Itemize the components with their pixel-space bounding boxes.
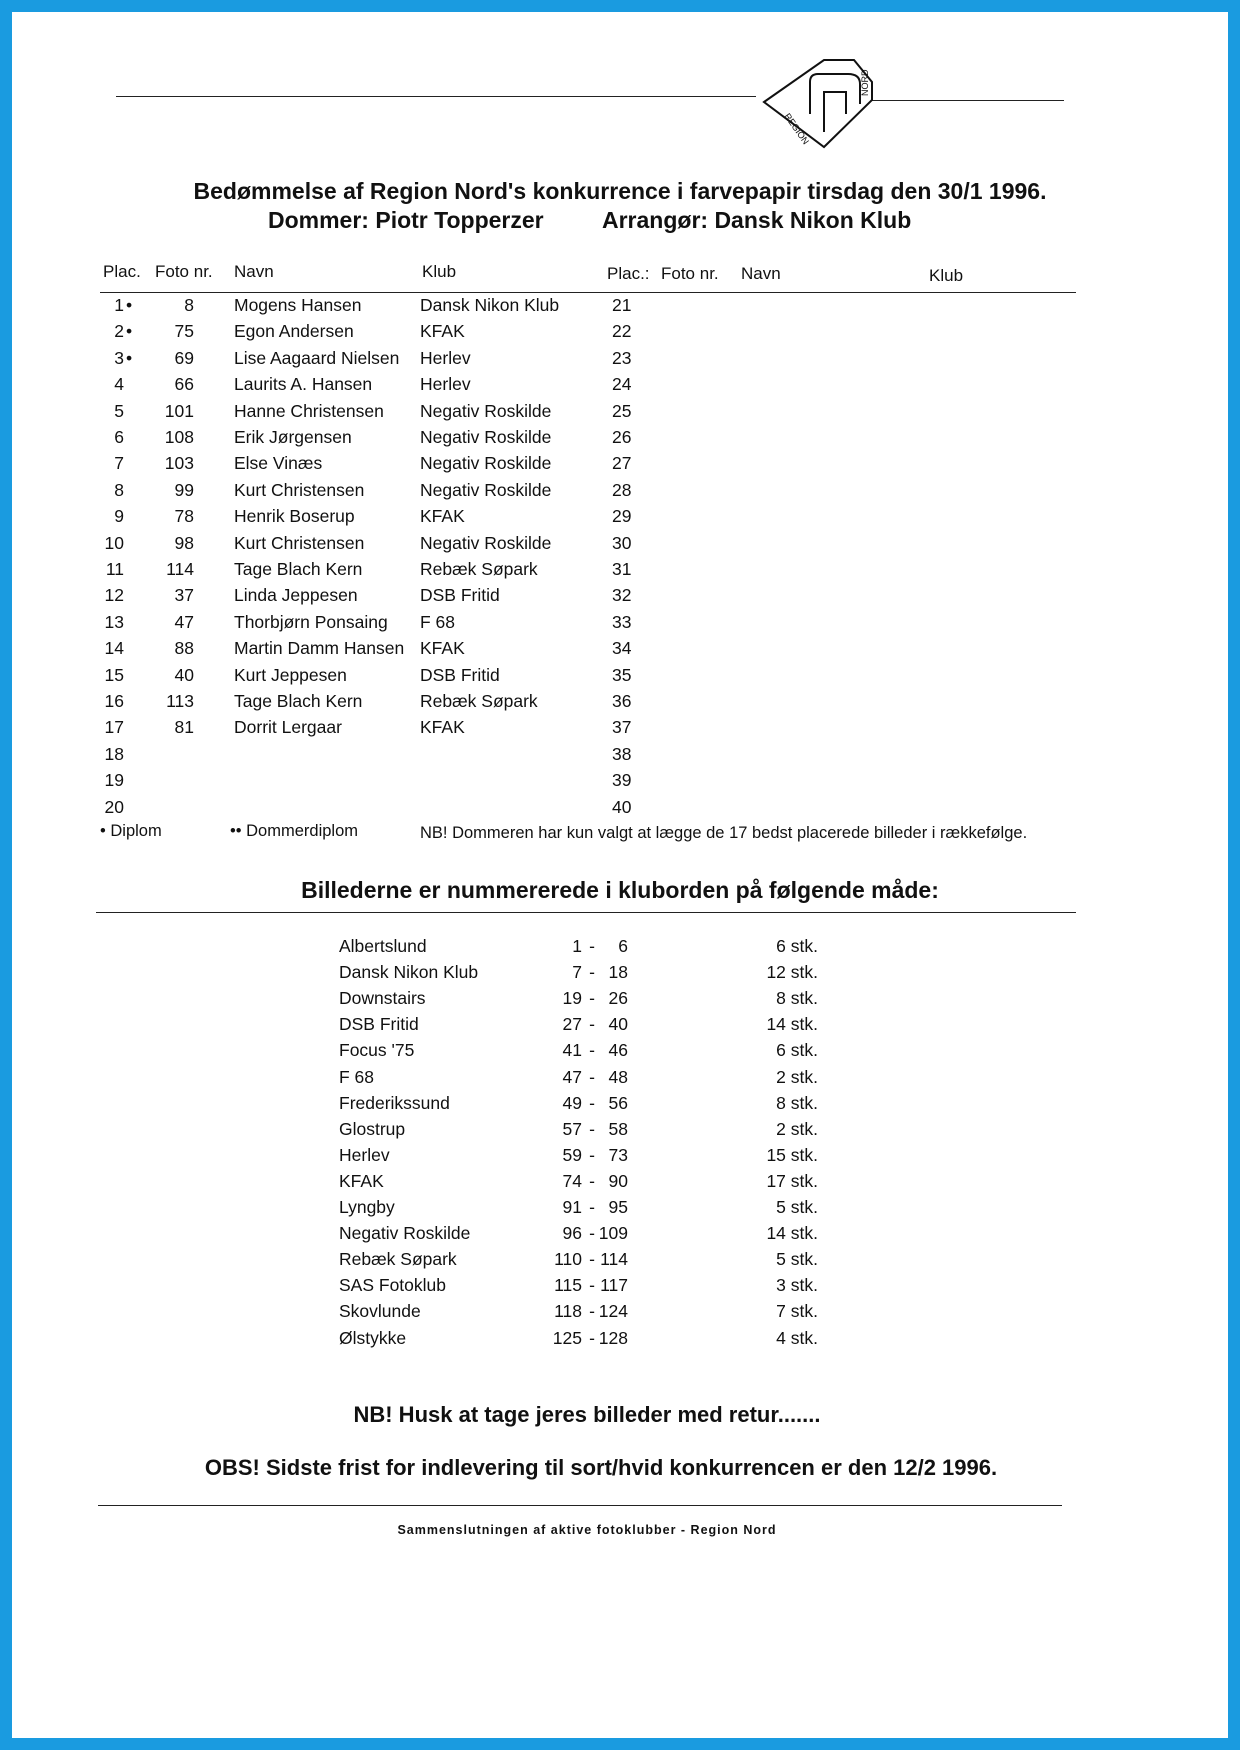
result-place-right: 22	[612, 321, 632, 342]
numbering-club: Dansk Nikon Klub	[339, 962, 479, 983]
legend-dommerdiplom: •• Dommerdiplom	[230, 822, 358, 840]
numbering-club: Negativ Roskilde	[339, 1223, 471, 1244]
numbering-from: 59	[562, 1144, 582, 1165]
result-place: 11	[105, 559, 124, 579]
result-place: 10	[104, 532, 124, 553]
result-place-right: 40	[612, 796, 632, 817]
numbering-from: 91	[562, 1197, 582, 1217]
numbering-dash: -	[589, 1014, 595, 1035]
result-place-right: 30	[612, 532, 632, 553]
result-mark: •	[126, 295, 133, 315]
numbering-dash: -	[589, 1040, 595, 1061]
legend-note: NB! Dommeren har kun valgt at lægge de 17 bedst placerede billeder i rækkefølge.	[420, 824, 1028, 842]
result-place: 12	[104, 585, 124, 606]
numbering-dash: -	[589, 988, 595, 1009]
numbering-from: 96	[562, 1223, 582, 1244]
numbering-from: 57	[562, 1118, 582, 1139]
organizer-line: Arrangør: Dansk Nikon Klub	[602, 207, 912, 233]
numbering-heading: Billederne er nummererede i kluborden på følgende måde:	[301, 877, 939, 903]
judge-line: Dommer: Piotr Topperzer	[268, 207, 544, 233]
return-reminder: NB! Husk at tage jeres billeder med retur.......	[353, 1402, 821, 1427]
numbering-from: 115	[554, 1275, 582, 1296]
result-name: Laurits A. Hansen	[234, 374, 373, 395]
result-club: Negativ Roskilde	[420, 453, 552, 474]
result-club: Dansk Nikon Klub	[420, 295, 560, 315]
result-place-right: 34	[612, 638, 632, 659]
region-nord-logo	[754, 52, 888, 162]
result-photo: 69	[174, 347, 194, 368]
result-name: Dorrit Lergaar	[234, 717, 342, 738]
result-place: 14	[104, 638, 124, 659]
result-place: 5	[114, 400, 124, 421]
result-place: 7	[114, 453, 124, 474]
numbering-count: 4 stk.	[776, 1327, 818, 1348]
col-header-club: Klub	[422, 262, 457, 281]
numbering-count: 14 stk.	[766, 1223, 818, 1244]
numbering-club: Frederikssund	[339, 1092, 450, 1113]
result-place-right: 23	[612, 347, 632, 368]
numbering-club: Skovlunde	[339, 1301, 421, 1322]
page-title: Bedømmelse af Region Nord's konkurrence i farvepapir tirsdag den 30/1 1996.	[193, 178, 1047, 204]
numbering-count: 2 stk.	[776, 1066, 818, 1087]
numbering-club: Ølstykke	[339, 1327, 407, 1348]
result-name: Thorbjørn Ponsaing	[234, 611, 388, 632]
result-place-right: 29	[612, 506, 632, 527]
numbering-from: 118	[554, 1301, 582, 1322]
result-place-right: 26	[612, 427, 632, 447]
result-place: 9	[114, 506, 124, 527]
result-name: Hanne Christensen	[234, 400, 384, 421]
result-place-right: 25	[612, 400, 632, 421]
result-place-right: 37	[612, 717, 632, 738]
numbering-club: Focus '75	[339, 1040, 415, 1061]
result-place: 18	[104, 743, 124, 764]
numbering-to: 109	[598, 1223, 628, 1244]
numbering-count: 8 stk.	[776, 1092, 818, 1113]
result-place-right: 27	[612, 453, 632, 474]
numbering-dash: -	[589, 1327, 595, 1348]
result-place: 16	[104, 691, 124, 711]
col-header-photo-right: Foto nr.	[661, 264, 719, 283]
col-header-place: Plac.	[103, 262, 141, 281]
numbering-dash: -	[589, 936, 595, 956]
result-place: 17	[104, 717, 124, 738]
result-place-right: 38	[612, 743, 632, 764]
result-club: Negativ Roskilde	[420, 400, 552, 421]
result-club: KFAK	[420, 717, 465, 738]
result-name: Lise Aagaard Nielsen	[234, 347, 400, 368]
numbering-count: 2 stk.	[776, 1118, 818, 1139]
result-name: Tage Blach Kern	[234, 559, 363, 579]
result-place-right: 21	[612, 295, 632, 315]
result-place-right: 31	[612, 559, 632, 579]
numbering-count: 17 stk.	[766, 1170, 818, 1191]
result-club: DSB Fritid	[420, 585, 500, 606]
result-photo: 114	[166, 559, 194, 579]
numbering-club: Albertslund	[339, 936, 427, 956]
result-photo: 101	[164, 400, 194, 421]
result-place: 1	[114, 295, 124, 315]
table-header-rule	[100, 292, 1076, 293]
result-place: 4	[114, 374, 124, 395]
numbering-from: 1	[572, 936, 582, 956]
result-place-right: 39	[612, 770, 632, 791]
result-mark: •	[126, 347, 133, 368]
result-place: 2	[114, 321, 124, 342]
numbering-to: 124	[598, 1301, 628, 1322]
numbering-to: 18	[608, 962, 628, 983]
result-photo: 98	[174, 532, 194, 553]
result-place-right: 28	[612, 479, 632, 500]
result-name: Kurt Christensen	[234, 479, 365, 500]
result-name: Erik Jørgensen	[234, 427, 352, 447]
col-header-club-right: Klub	[929, 266, 964, 285]
numbering-from: 110	[554, 1249, 582, 1270]
numbering-dash: -	[589, 1223, 595, 1244]
numbering-count: 3 stk.	[776, 1275, 818, 1296]
result-place: 15	[104, 664, 124, 685]
numbering-count: 12 stk.	[766, 962, 818, 983]
col-header-photo: Foto nr.	[155, 262, 213, 281]
col-header-name-right: Navn	[741, 264, 781, 283]
numbering-dash: -	[589, 1197, 595, 1217]
footer-text: Sammenslutningen af aktive fotoklubber - Region Nord	[397, 1523, 777, 1537]
numbering-to: 117	[600, 1275, 628, 1296]
result-place: 20	[104, 796, 124, 817]
numbering-dash: -	[589, 1301, 595, 1322]
result-photo: 103	[164, 453, 194, 474]
numbering-from: 7	[572, 962, 582, 983]
result-place-right: 36	[612, 691, 632, 711]
result-club: DSB Fritid	[420, 664, 500, 685]
document-page	[12, 12, 1228, 1738]
numbering-to: 26	[608, 988, 628, 1009]
logo-nord-text: NORD	[860, 69, 870, 96]
numbering-count: 5 stk.	[776, 1249, 818, 1270]
col-header-place-right: Plac.:	[607, 264, 650, 283]
numbering-count: 8 stk.	[776, 988, 818, 1009]
result-photo: 78	[174, 506, 194, 527]
numbering-to: 128	[598, 1327, 628, 1348]
result-photo: 108	[164, 427, 194, 447]
result-photo: 37	[174, 585, 194, 606]
numbering-club: F 68	[339, 1066, 375, 1087]
numbering-club: Glostrup	[339, 1118, 406, 1139]
numbering-count: 6 stk.	[776, 1040, 818, 1061]
result-place: 13	[104, 611, 124, 632]
result-name: Mogens Hansen	[234, 295, 362, 315]
result-name: Linda Jeppesen	[234, 585, 358, 606]
result-name: Tage Blach Kern	[234, 691, 363, 711]
result-photo: 75	[174, 321, 194, 342]
numbering-from: 41	[562, 1040, 582, 1061]
result-club: KFAK	[420, 638, 465, 659]
numbering-to: 90	[608, 1170, 628, 1191]
numbering-to: 46	[608, 1040, 628, 1061]
numbering-to: 40	[608, 1014, 628, 1035]
col-header-name: Navn	[234, 262, 274, 281]
numbering-count: 15 stk.	[766, 1144, 818, 1165]
numbering-count: 6 stk.	[776, 936, 818, 956]
numbering-to: 95	[608, 1197, 628, 1217]
footer-rule	[98, 1505, 1062, 1506]
numbering-count: 5 stk.	[776, 1197, 818, 1217]
numbering-count: 14 stk.	[766, 1014, 818, 1035]
result-place: 3	[114, 347, 124, 368]
numbering-to: 48	[608, 1066, 628, 1087]
result-photo: 88	[174, 638, 194, 659]
result-name: Kurt Christensen	[234, 532, 365, 553]
numbering-to: 58	[608, 1118, 628, 1139]
result-name: Egon Andersen	[234, 321, 354, 342]
numbering-dash: -	[589, 1275, 595, 1296]
numbering-rule	[96, 912, 1076, 913]
deadline-note: OBS! Sidste frist for indlevering til sort/hvid konkurrencen er den 12/2 1996.	[204, 1455, 998, 1480]
result-photo: 8	[184, 295, 194, 315]
numbering-dash: -	[589, 1249, 595, 1270]
result-place: 6	[114, 427, 124, 447]
top-rule-left	[116, 96, 756, 97]
result-name: Else Vinæs	[234, 453, 323, 474]
result-photo: 113	[166, 691, 194, 711]
result-name: Henrik Boserup	[234, 506, 355, 527]
numbering-club: Rebæk Søpark	[339, 1249, 457, 1270]
numbering-dash: -	[589, 1066, 595, 1087]
result-club: Negativ Roskilde	[420, 427, 552, 447]
result-club: KFAK	[420, 506, 465, 527]
numbering-dash: -	[589, 962, 595, 983]
result-club: Rebæk Søpark	[420, 559, 538, 579]
numbering-from: 74	[562, 1170, 582, 1191]
numbering-club: SAS Fotoklub	[339, 1275, 446, 1296]
result-place-right: 35	[612, 664, 632, 685]
result-club: Rebæk Søpark	[420, 691, 538, 711]
numbering-club: KFAK	[339, 1170, 384, 1191]
result-club: KFAK	[420, 321, 465, 342]
legend-diplom: • Diplom	[100, 822, 162, 840]
logo-region-text: REGION	[782, 111, 811, 147]
result-club: Negativ Roskilde	[420, 479, 552, 500]
result-club: Herlev	[420, 347, 471, 368]
numbering-club: Lyngby	[339, 1197, 395, 1217]
numbering-club: Herlev	[339, 1144, 390, 1165]
result-photo: 40	[174, 664, 194, 685]
result-club: F 68	[420, 611, 456, 632]
result-photo: 81	[174, 717, 194, 738]
numbering-to: 6	[618, 936, 628, 956]
numbering-from: 125	[552, 1327, 582, 1348]
numbering-count: 7 stk.	[776, 1301, 818, 1322]
result-club: Herlev	[420, 374, 471, 395]
numbering-club: Downstairs	[339, 988, 426, 1009]
result-name: Martin Damm Hansen	[234, 638, 405, 659]
numbering-club: DSB Fritid	[339, 1014, 419, 1035]
result-photo: 47	[174, 611, 194, 632]
numbering-dash: -	[589, 1092, 595, 1113]
numbering-dash: -	[589, 1118, 595, 1139]
numbering-from: 49	[562, 1092, 582, 1113]
top-rule-right	[872, 100, 1064, 101]
numbering-to: 114	[600, 1249, 628, 1270]
result-place: 19	[104, 770, 124, 791]
numbering-to: 56	[608, 1092, 628, 1113]
result-club: Negativ Roskilde	[420, 532, 552, 553]
result-photo: 99	[174, 479, 194, 500]
result-place: 8	[114, 479, 124, 500]
numbering-dash: -	[589, 1144, 595, 1165]
numbering-dash: -	[589, 1170, 595, 1191]
numbering-to: 73	[608, 1144, 628, 1165]
result-place-right: 24	[612, 374, 632, 395]
result-place-right: 33	[612, 611, 632, 632]
numbering-from: 27	[562, 1014, 582, 1035]
result-mark: •	[126, 321, 133, 342]
numbering-from: 47	[562, 1066, 582, 1087]
result-name: Kurt Jeppesen	[234, 664, 347, 685]
result-photo: 66	[174, 374, 194, 395]
result-place-right: 32	[612, 585, 632, 606]
numbering-from: 19	[562, 988, 582, 1009]
